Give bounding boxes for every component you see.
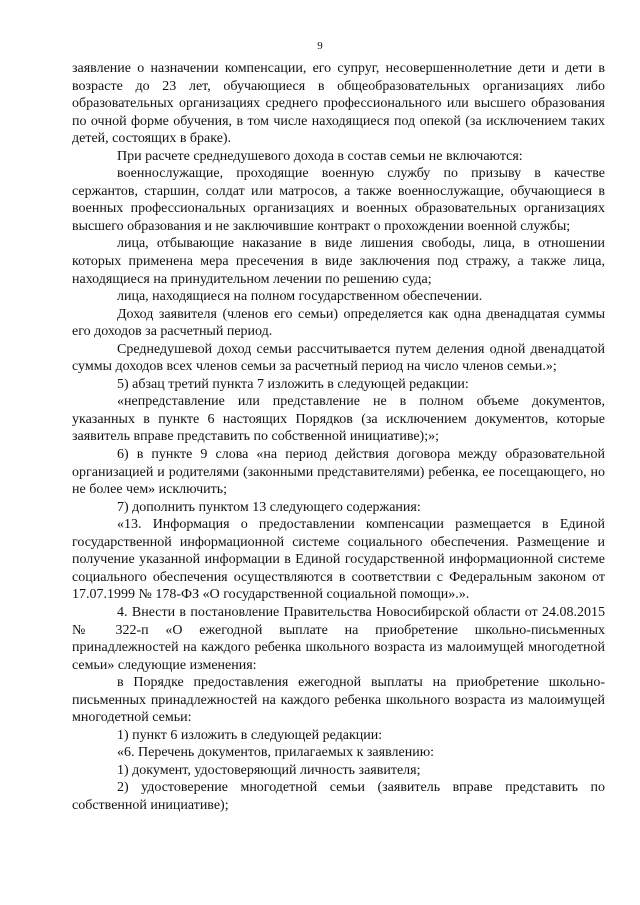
paragraph-15: 1) пункт 6 изложить в следующей редакции: <box>117 727 383 743</box>
paragraph-2: При расчете среднедушевого дохода в состав семьи не включаются: <box>117 148 523 164</box>
paragraph-8: 5) абзац третий пункта 7 изложить в следующей редакции: <box>117 376 469 392</box>
paragraph-10: 6) в пункте 9 слова «на период действия договора между образовательной организацией и родителями (законными представителями) ребенка, ее посещающего, но не более чем» исключить; <box>72 447 605 498</box>
paragraph-6: Доход заявителя (членов его семьи) определяется как одна двенадцатая суммы его доходов за расчетный период. <box>72 306 605 340</box>
paragraph-16: «6. Перечень документов, прилагаемых к заявлению: <box>117 745 435 761</box>
paragraph-17: 1) документ, удостоверяющий личность заявителя; <box>117 762 421 778</box>
paragraph-13: 4. Внести в постановление Правительства Новосибирской области от 24.08.2015 № 322-п «О ежегодной выплате на приобретение школьно-письменных принадлежностей на каждого ребенка школьного возраста из малоимущей многодетной семьи» следующие изменения: <box>72 604 605 673</box>
paragraph-1: заявление о назначении компенсации, его супруг, несовершеннолетние дети и дети в возрасте до 23 лет, обучающиеся в общеобразовательных организациях либо образовательных организациях среднего профессионального или высшего образования по очной форме обучения, в том числе находящиеся под опекой (за исключением таких детей, состоящих в браке). <box>72 61 605 147</box>
paragraph-4: лица, отбывающие наказание в виде лишения свободы, лица, в отношении которых применена мера пресечения в виде заключения под стражу, а также лица, находящиеся на принудительном лечении по решению суда; <box>72 236 605 287</box>
document-body <box>72 60 605 815</box>
paragraph-7: Среднедушевой доход семьи рассчитывается путем деления одной двенадцатой суммы доходов всех членов семьи за расчетный период на число членов семьи.»; <box>72 341 605 375</box>
paragraph-14: в Порядке предоставления ежегодной выплаты на приобретение школьно-письменных принадлежностей на каждого ребенка школьного возраста из малоимущей многодетной семьи: <box>72 675 605 726</box>
paragraph-11: 7) дополнить пунктом 13 следующего содержания: <box>117 499 421 515</box>
paragraph-18: 2) удостоверение многодетной семьи (заявитель вправе представить по собственной инициативе); <box>72 780 605 813</box>
paragraph-3: военнослужащие, проходящие военную службу по призыву в качестве сержантов, старшин, солдат или матросов, а также военнослужащие, обучающиеся в военных профессиональных организациях и военных образовательных организациях высшего образования и не заключившие контракт о прохождении военной службы; <box>72 166 605 234</box>
paragraph-5: лица, находящиеся на полном государственном обеспечении. <box>117 289 483 305</box>
paragraph-12: «13. Информация о предоставлении компенсации размещается в Единой государственной информационной системе социального обеспечения. Размещение и получение указанной информации в Единой государственной информационной системе социального обеспечения осуществляются в соответствии с Федеральным законом от 17.07.1999 № 178-ФЗ «О государственной социальной помощи».». <box>72 517 605 603</box>
page-number: 9 <box>317 40 323 52</box>
paragraph-9: «непредставление или представление не в полном объеме документов, указанных в пункте 6 настоящих Порядков (за исключением документов, которые заявитель вправе представить по собственной инициативе);»; <box>72 394 605 445</box>
